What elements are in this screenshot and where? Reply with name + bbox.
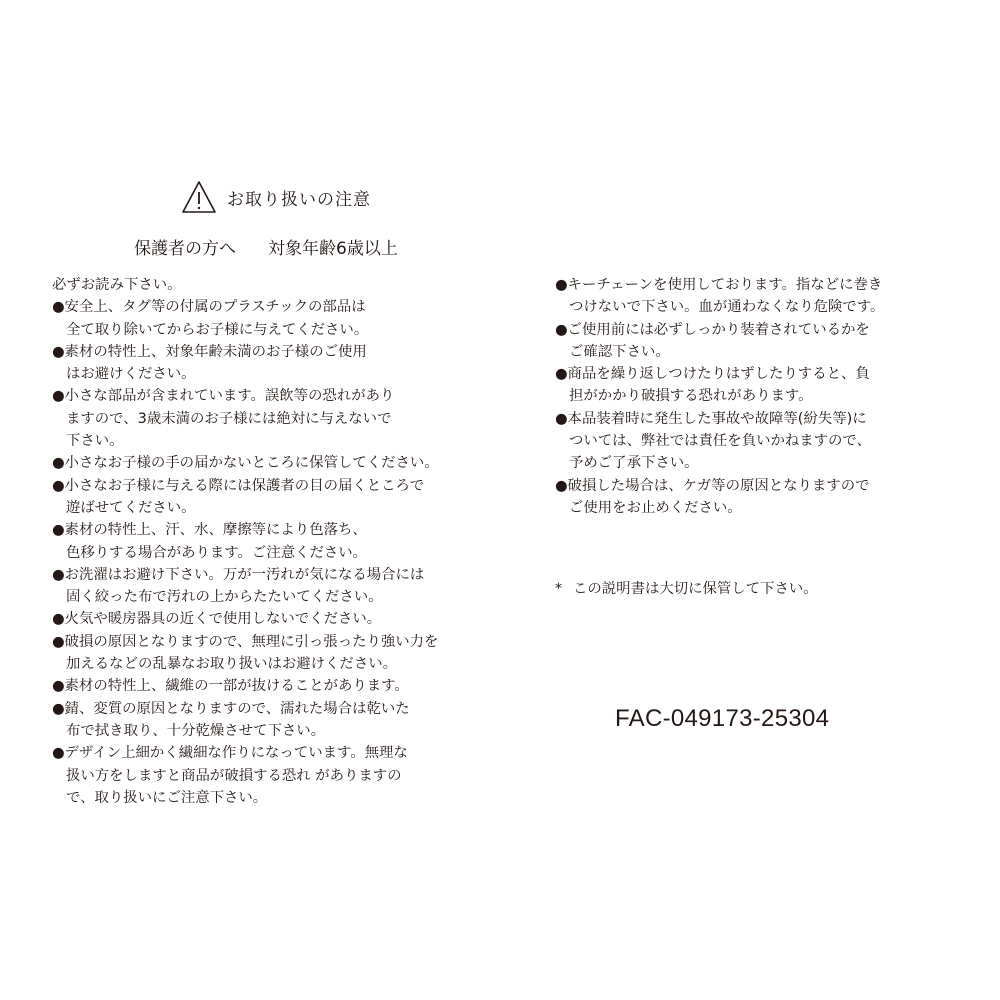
intro-text: 必ずお読み下さい。 (52, 277, 182, 293)
note-mark: * (555, 581, 563, 597)
caution-line-continued: 担がかかり破損する恐れがあります。 (569, 388, 813, 405)
title-row (181, 178, 371, 216)
caution-line: ●錆、変質の原因となりますので、濡れた場合は乾いた (52, 700, 410, 717)
caution-line-continued: で、取り扱いにご注意下さい。 (66, 789, 268, 806)
caution-line: ●破損した場合は、ケガ等の原因となりますので (555, 477, 870, 494)
caution-line-continued: ついては、弊社では責任を負いかねますので、 (569, 433, 871, 450)
caution-line: ●火気や暖房器具の近くで使用しないでください。 (52, 611, 382, 628)
caution-line: ●素材の特性上、汗、水、摩擦等により色落ち、 (52, 522, 367, 539)
caution-line-continued: つけないで下さい。血が通わなくなり危険です。 (569, 299, 885, 316)
caution-item (52, 341, 482, 386)
caution-line: ●デザイン上細かく繊細な作りになっています。無理な (52, 745, 408, 762)
caution-item (555, 274, 955, 319)
product-code: FAC-049173-25304 (615, 705, 830, 732)
caution-line: ●小さな部品が含まれています。誤飲等の恐れがあり (52, 388, 395, 405)
caution-line: ●安全上、タグ等の付属のプラスチックの部品は (52, 299, 366, 316)
caution-line-continued: 全て取り除いてからお子様に与えてください。 (66, 321, 369, 338)
caution-item (52, 519, 482, 564)
caution-line-continued: 固く絞った布で汚れの上からたたいてください。 (66, 589, 383, 606)
right-column (555, 274, 955, 519)
caution-line-continued: 予めご了承下さい。 (569, 455, 699, 472)
caution-line: ●お洗濯はお避け下さい。万が一汚れが気になる場合には (52, 566, 425, 583)
caution-item (52, 675, 482, 697)
page-title: お取り扱いの注意 (227, 189, 371, 210)
caution-item (52, 385, 482, 452)
caution-item (52, 452, 482, 474)
caution-line-continued: はお避けください。 (66, 366, 196, 383)
caution-line-continued: 下さい。 (66, 433, 124, 450)
caution-item (52, 608, 482, 630)
audience-label: 保護者の方へ (134, 239, 236, 259)
caution-line-continued: 布で拭き取り、十分乾燥させて下さい。 (66, 722, 326, 739)
caution-item (555, 475, 955, 520)
caution-line-continued: 遊ばせてください。 (66, 499, 196, 516)
left-column (52, 274, 482, 809)
caution-line: ●素材の特性上、繊維の一部が抜けることがあります。 (52, 678, 409, 695)
caution-line: ●キーチェーンを使用しております。指などに巻き (555, 277, 883, 293)
caution-item (52, 475, 482, 520)
caution-line-continued: 色移りする場合があります。ご注意ください。 (66, 544, 368, 561)
caution-line: ●素材の特性上、対象年齢未満のお子様のご使用 (52, 343, 367, 360)
caution-item (52, 296, 482, 341)
note-text: この説明書は大切に保管して下さい。 (573, 581, 818, 597)
caution-line: ●小さなお子様の手の届かないところに保管してください。 (52, 455, 439, 472)
caution-line: ●ご使用前には必ずしっかり装着されているかを (555, 321, 870, 338)
caution-item (52, 631, 482, 676)
caution-line-continued: ますので、3歳未満のお子様には絶対に与えないで (66, 410, 392, 427)
caution-line: ●商品を繰り返しつけたりはずしたりすると、負 (555, 366, 870, 383)
caution-item (52, 742, 482, 809)
caution-item (555, 363, 955, 408)
caution-line-continued: 扱い方をしますと商品が破損する恐れ がありますの (66, 767, 402, 784)
caution-item (555, 408, 955, 475)
caution-line-continued: ご確認下さい。 (569, 343, 670, 360)
caution-line: ●破損の原因となりますので、無理に引っ張ったり強い力を (52, 633, 439, 650)
caution-item (52, 564, 482, 609)
caution-line-continued: 加えるなどの乱暴なお取り扱いはお避けください。 (66, 656, 397, 673)
caution-item (555, 319, 955, 364)
caution-item (52, 698, 482, 743)
caution-line-continued: ご使用をお止めください。 (569, 499, 742, 516)
warning-triangle-icon (181, 180, 217, 214)
caution-line: ●小さなお子様に与える際には保護者の目の届くところで (52, 477, 425, 494)
keep-note (555, 577, 818, 598)
caution-line: ●本品装着時に発生した事故や故障等(紛失等)に (555, 410, 867, 427)
age-label: 対象年齢6歳以上 (268, 239, 398, 259)
